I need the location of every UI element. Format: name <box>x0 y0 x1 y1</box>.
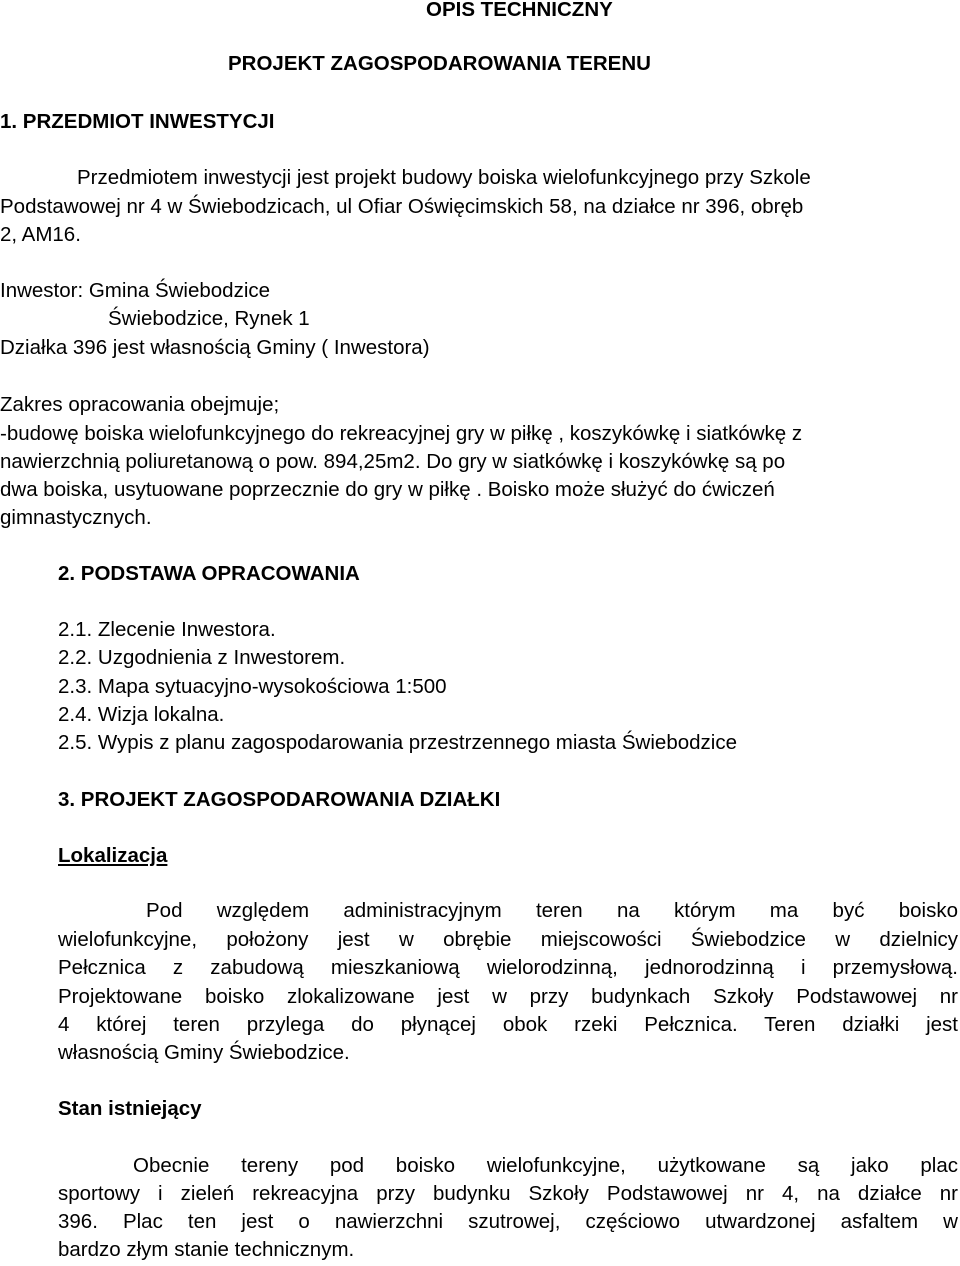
intro-line-3: 2, AM16. <box>0 223 81 246</box>
scope-line-2: nawierzchnią poliuretanową o pow. 894,25m2. Do gry w siatkówkę i koszykówkę są po <box>0 450 786 473</box>
document-title: OPIS TECHNICZNY <box>426 0 613 21</box>
lokalizacja-line-1: Pod względem administracyjnym teren na którym ma być boisko <box>146 899 958 922</box>
basis-item-2: 2.2. Uzgodnienia z Inwestorem. <box>58 646 346 669</box>
investor-address: Świebodzice, Rynek 1 <box>108 307 310 330</box>
plot-ownership: Działka 396 jest własnością Gminy ( Inwestora) <box>0 336 430 359</box>
scope-line-3: dwa boiska, usytuowane poprzecznie do gry w piłkę . Boisko może służyć do ćwiczeń <box>0 478 775 501</box>
basis-item-5: 2.5. Wypis z planu zagospodarowania przestrzennego miasta Świebodzice <box>58 731 737 754</box>
section-2-heading: 2. PODSTAWA OPRACOWANIA <box>58 562 360 585</box>
section-1-heading: 1. PRZEDMIOT INWESTYCJI <box>0 110 275 133</box>
scope-heading: Zakres opracowania obejmuje; <box>0 393 280 416</box>
basis-item-1: 2.1. Zlecenie Inwestora. <box>58 618 276 641</box>
stan-line-2: sportowy i zieleń rekreacyjna przy budynku Szkoły Podstawowej nr 4, na działce nr <box>58 1182 958 1205</box>
lokalizacja-line-3: Pełcznica z zabudową mieszkaniową wielorodzinną, jednorodzinną i przemysłową. <box>58 956 958 979</box>
intro-line-2: Podstawowej nr 4 w Świebodzicach, ul Ofiar Oświęcimskich 58, na działce nr 396, obręb <box>0 195 804 218</box>
lokalizacja-line-5: 4 której teren przylega do płynącej obok rzeki Pełcznica. Teren działki jest <box>58 1013 958 1036</box>
scope-line-4: gimnastycznych. <box>0 506 152 529</box>
lokalizacja-heading: Lokalizacja <box>58 844 168 867</box>
stan-line-4: bardzo złym stanie technicznym. <box>58 1238 355 1261</box>
investor-line: Inwestor: Gmina Świebodzice <box>0 279 271 302</box>
scope-line-1: -budowę boiska wielofunkcyjnego do rekreacyjnej gry w piłkę , koszykówkę i siatkówkę z <box>0 422 803 445</box>
basis-item-3: 2.3. Mapa sytuacyjno-wysokościowa 1:500 <box>58 675 447 698</box>
section-3-heading: 3. PROJEKT ZAGOSPODAROWANIA DZIAŁKI <box>58 788 501 811</box>
basis-item-4: 2.4. Wizja lokalna. <box>58 703 225 726</box>
document-subtitle: PROJEKT ZAGOSPODAROWANIA TERENU <box>228 52 651 75</box>
intro-line-1: Przedmiotem inwestycji jest projekt budowy boiska wielofunkcyjnego przy Szkole <box>77 166 811 189</box>
stan-heading: Stan istniejący <box>58 1097 202 1120</box>
lokalizacja-line-2: wielofunkcyjne, położony jest w obrębie miejscowości Świebodzice w dzielnicy <box>58 928 958 951</box>
lokalizacja-line-4: Projektowane boisko zlokalizowane jest w przy budynkach Szkoły Podstawowej nr <box>58 985 958 1008</box>
stan-line-1: Obecnie tereny pod boisko wielofunkcyjne, użytkowane są jako plac <box>133 1154 958 1177</box>
stan-line-3: 396. Plac ten jest o nawierzchni szutrowej, częściowo utwardzonej asfaltem w <box>58 1210 958 1233</box>
lokalizacja-line-6: własnością Gminy Świebodzice. <box>58 1041 350 1064</box>
